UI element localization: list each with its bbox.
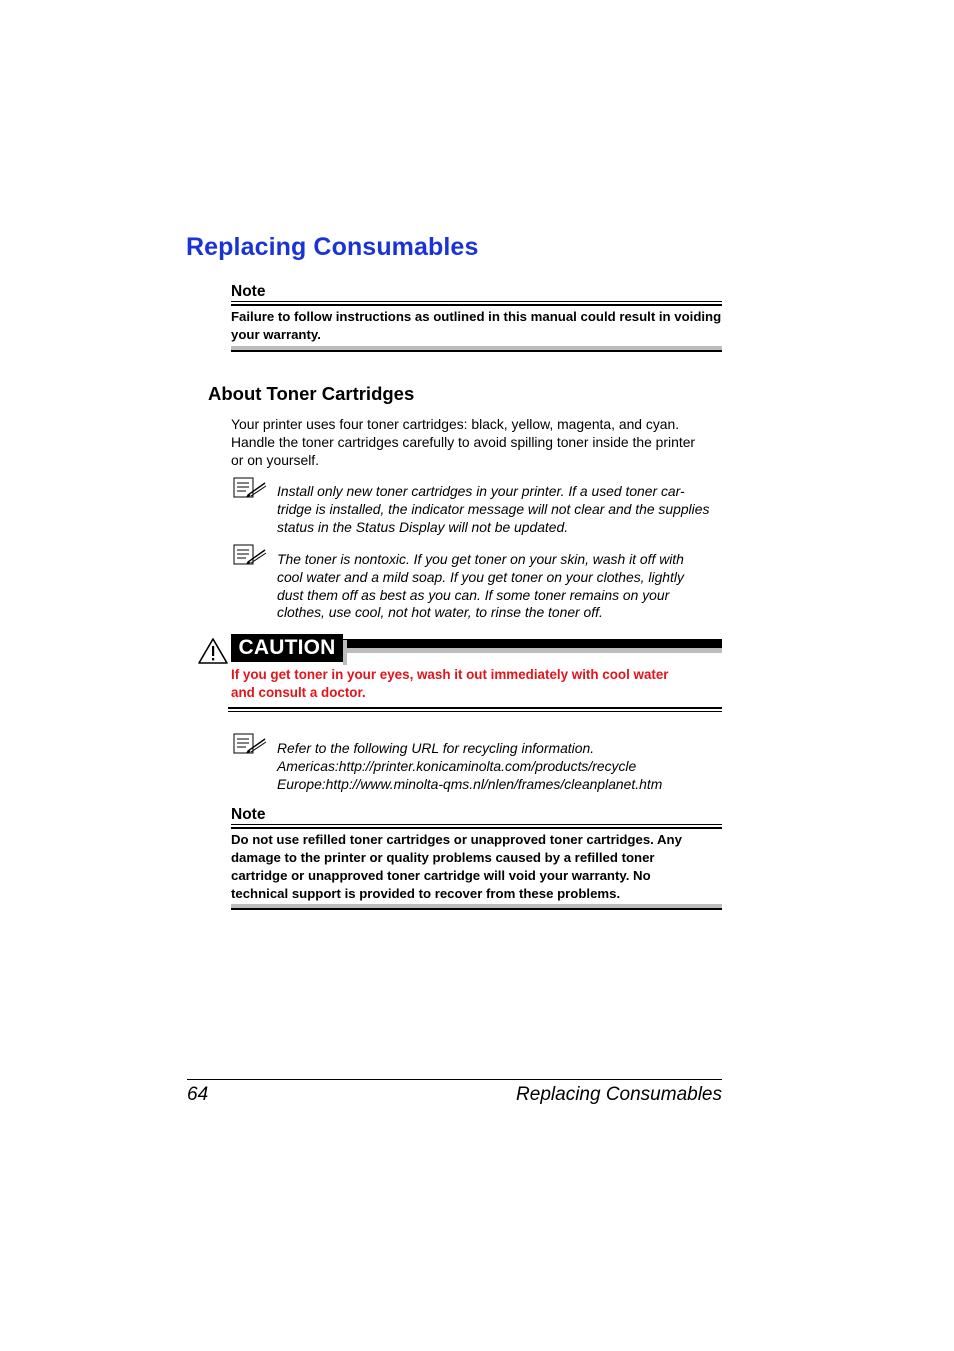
page-title: Replacing Consumables (186, 233, 479, 261)
tip-line: The toner is nontoxic. If you get toner on your skin, wash it off with (277, 551, 684, 567)
note-top-rule (231, 301, 722, 302)
note-bottom-rule (231, 350, 722, 352)
tip-line: Europe:http://www.minolta-qms.nl/nlen/frames/cleanplanet.htm (277, 775, 663, 792)
note-pencil-icon (233, 544, 267, 566)
tip-line: status in the Status Display will not be updated. (277, 518, 569, 535)
tip-line: clothes, use cool, not hot water, to rinse the toner off. (277, 604, 603, 621)
intro-paragraph (231, 416, 723, 469)
note-heading: Note (231, 283, 266, 300)
caution-bottom-rule-thin (228, 711, 722, 712)
warning-triangle-icon (197, 637, 229, 665)
tip-line: dust them off as best as you can. If some toner remains on your (277, 586, 670, 603)
tip-note (277, 483, 727, 536)
footer-rule (187, 1079, 722, 1080)
caution-line: If you get toner in your eyes, wash it out immediately with cool water (231, 667, 669, 682)
note-heading: Note (231, 806, 266, 823)
page-number: 64 (187, 1084, 209, 1105)
note-pencil-icon (233, 477, 267, 499)
tip-line: cool water and a mild soap. If you get toner on your clothes, lightly (277, 568, 684, 585)
note-line: technical support is provided to recover from these problems. (231, 886, 621, 901)
note-line: damage to the printer or quality problems caused by a refilled toner (231, 850, 655, 865)
tip-note (277, 551, 727, 622)
caution-line: and consult a doctor. (231, 685, 366, 700)
note-top-rule-thick (231, 304, 722, 306)
intro-line: Your printer uses four toner cartridges: black, yellow, magenta, and cyan. (231, 416, 680, 432)
caution-text (231, 666, 723, 702)
caution-label-shadow (343, 640, 347, 665)
note-line: cartridge or unapproved toner cartridge will void your warranty. No (231, 868, 651, 883)
note-top-rule (231, 824, 722, 825)
section-heading: About Toner Cartridges (208, 383, 415, 404)
note-pencil-icon (233, 733, 267, 755)
note-line: Do not use refilled toner cartridges or unapproved toner cartridges. Any (231, 832, 682, 847)
intro-line: or on yourself. (231, 451, 320, 468)
tip-line: tridge is installed, the indicator message will not clear and the supplies (277, 500, 710, 517)
caution-label: CAUTION (231, 634, 343, 662)
tip-line: Install only new toner cartridges in your printer. If a used toner car- (277, 483, 685, 499)
note-body: Failure to follow instructions as outlined in this manual could result in voiding your warranty. (231, 309, 722, 342)
tip-line: Refer to the following URL for recycling information. (277, 740, 595, 756)
caution-bar-shade (343, 648, 722, 653)
caution-bottom-rule (228, 707, 722, 709)
intro-line: Handle the toner cartridges carefully to avoid spilling toner inside the printer (231, 433, 696, 450)
note-top-rule-thick (231, 827, 722, 829)
caution-bar (343, 639, 722, 648)
footer-section-title: Replacing Consumables (516, 1084, 722, 1105)
note-bottom-rule (231, 908, 722, 910)
note-body (231, 831, 723, 903)
tip-line: Americas:http://printer.konicaminolta.com/products/recycle (277, 757, 637, 774)
tip-note (277, 740, 727, 793)
